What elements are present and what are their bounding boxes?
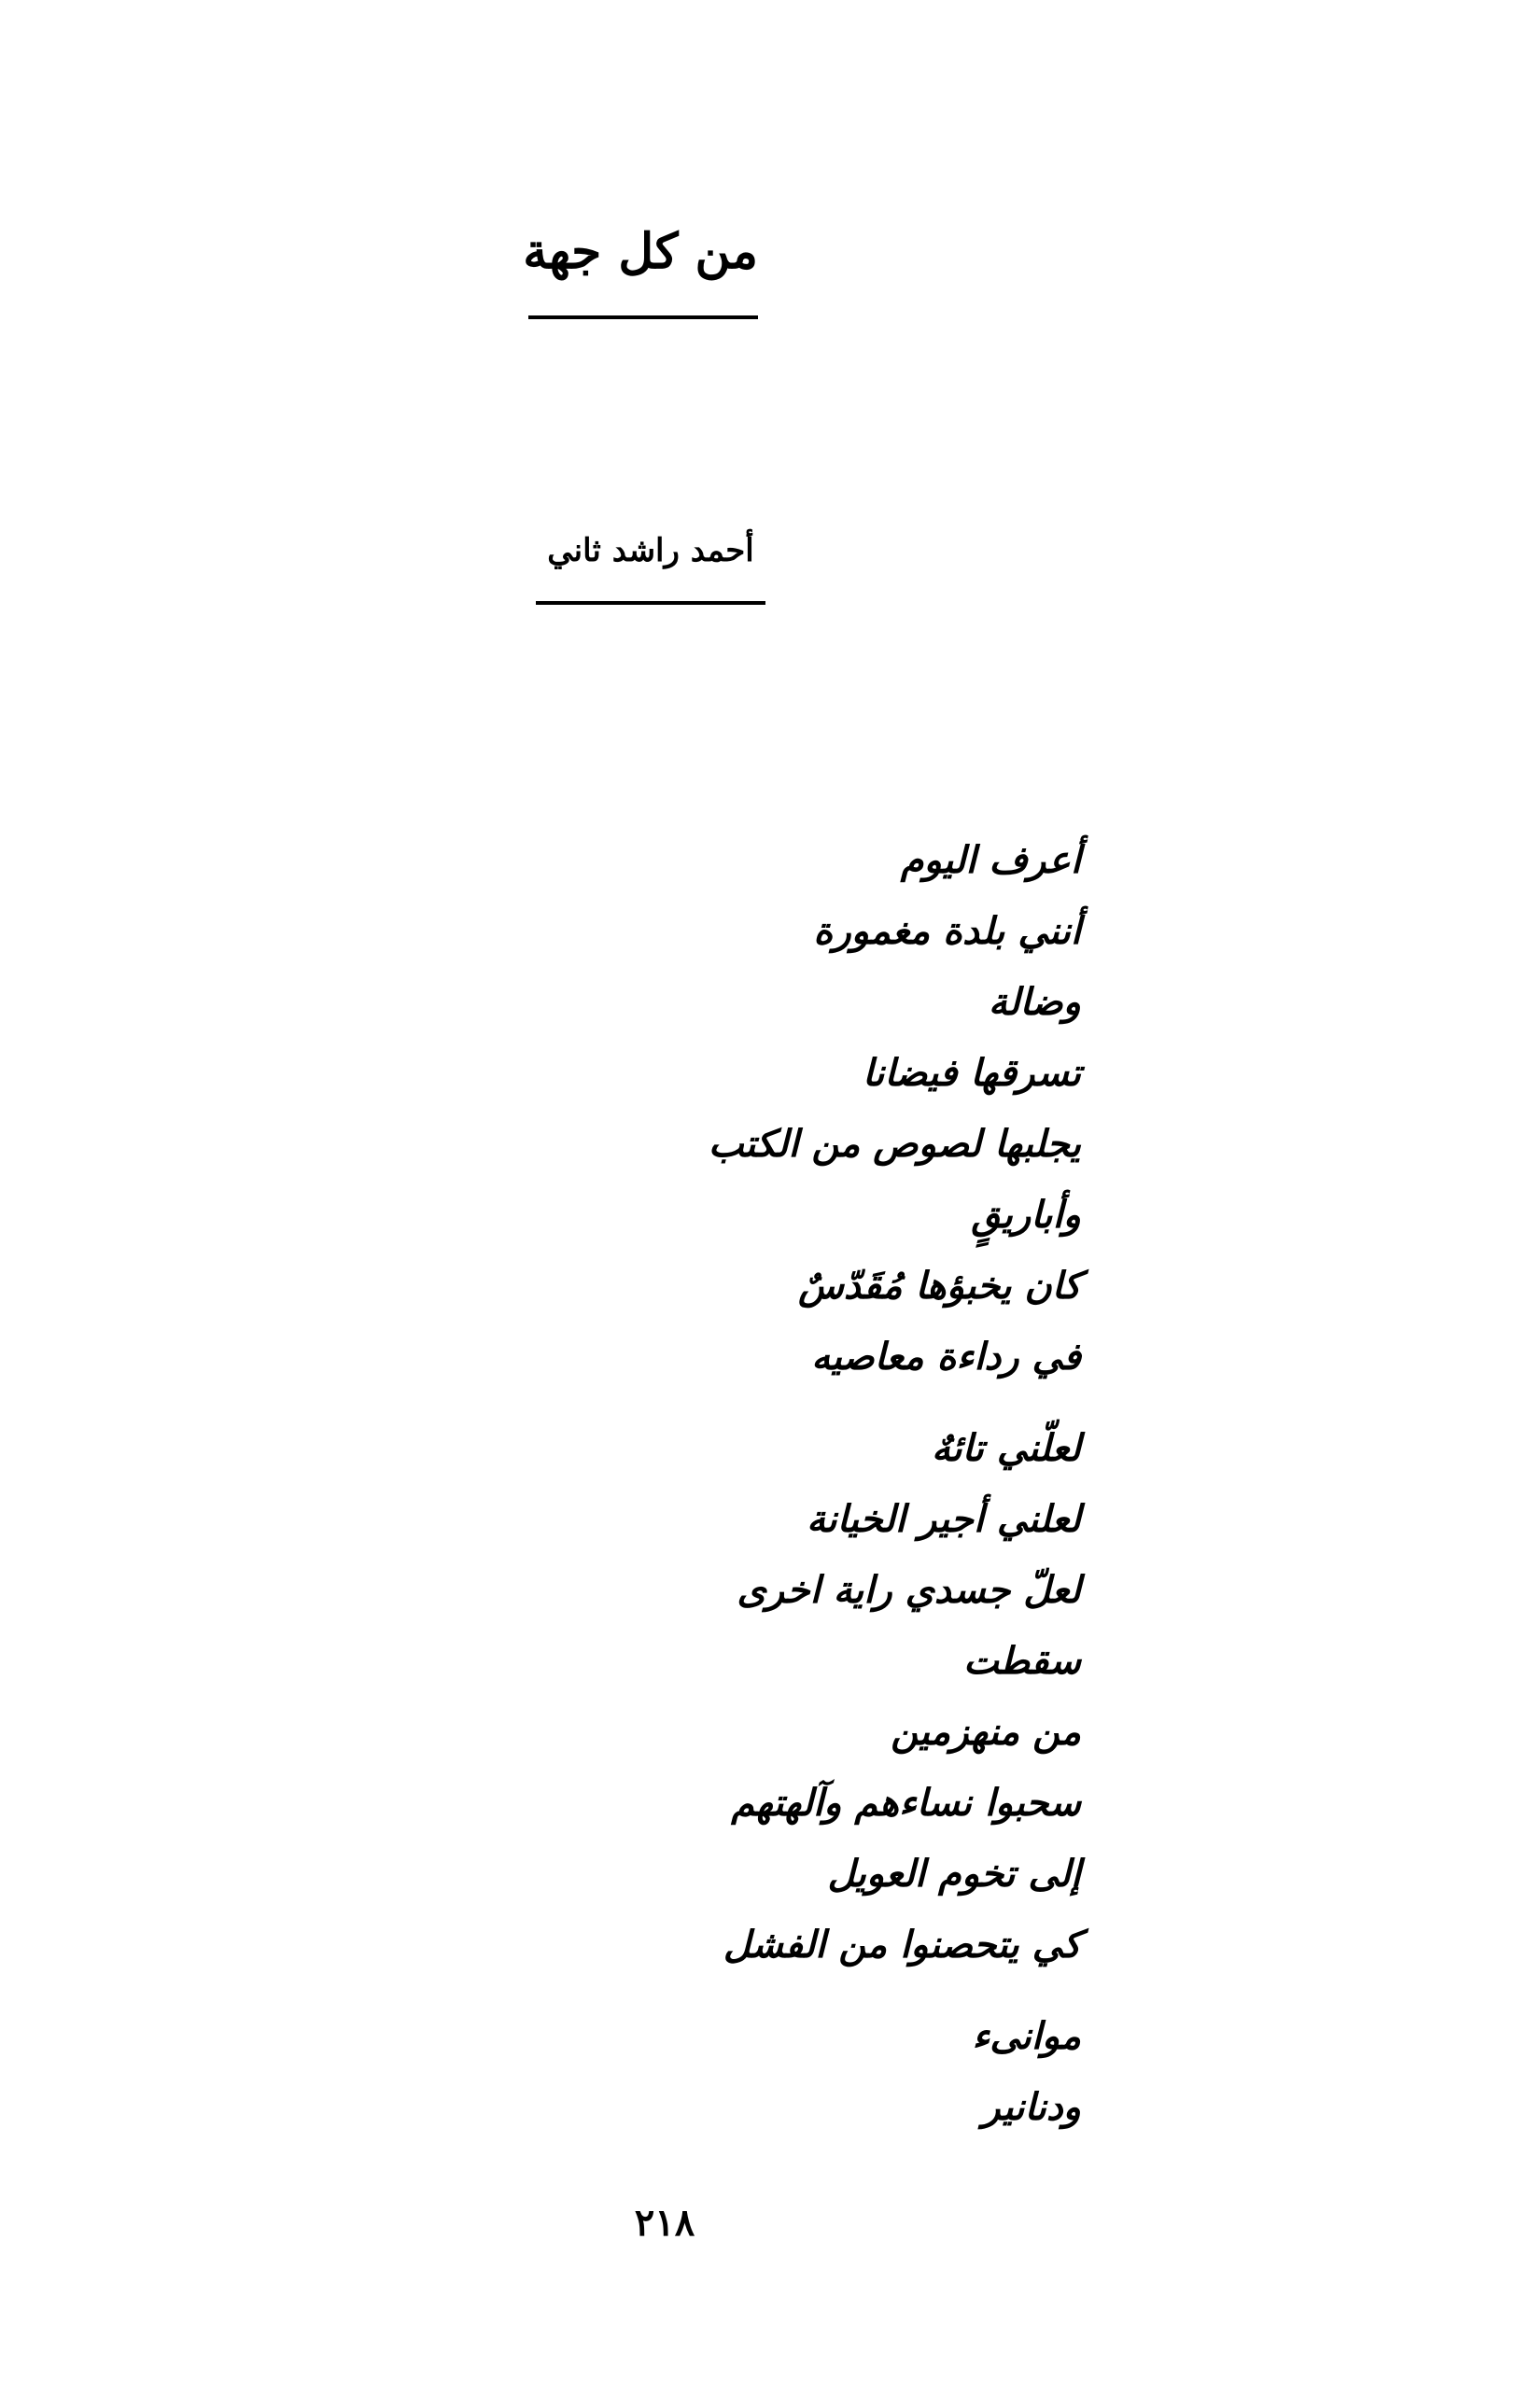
stanza-3 [521,1697,1081,1981]
poem-line: تسرقها فيضانا [863,1051,1081,1095]
poem-line: لعلني أجير الخيانة [807,1497,1081,1541]
author-block [536,523,765,605]
poem-line: إلى تخوم العويل [827,1852,1081,1896]
poem-line: ودنانير [982,2085,1081,2129]
poem-line: لعلّ جسدي راية اخرى [737,1568,1081,1612]
poem-line: لعلّني تائهٌ [932,1426,1081,1470]
poem-line: وضالة [988,980,1081,1024]
poem-line: كي يتحصنوا من الفشل [723,1923,1081,1967]
poem-title: من كل جهة [523,223,758,280]
poem-line: يجلبها لصوص من الكتب [708,1122,1081,1166]
poem-line: موانىء [972,2014,1081,2058]
stanza-1 [521,825,1081,1393]
stanza-4 [521,2001,1081,2143]
page-number: ٢١٨ [634,2201,695,2245]
stanza-2 [521,1413,1081,1697]
poem-line: في رداءة معاصيه [811,1335,1081,1379]
poem-line: سقطت [963,1639,1081,1683]
poem-body [521,825,1081,2143]
poem-line: من منهزمين [891,1710,1081,1754]
poem-line: أعرف اليوم [900,838,1081,882]
poem-line: أنني بلدة مغمورة [813,909,1081,953]
title-underline [528,315,758,319]
poem-line: سحبوا نساءهم وآلهتهم [731,1781,1081,1825]
poem-line: وأباريقٍ [971,1193,1081,1237]
poem-line: كان يخبؤها مُقَدّسٌ [798,1264,1081,1308]
author-underline [536,601,765,605]
author-name: أحمد راشد ثاني [547,532,754,569]
title-block [523,217,758,319]
